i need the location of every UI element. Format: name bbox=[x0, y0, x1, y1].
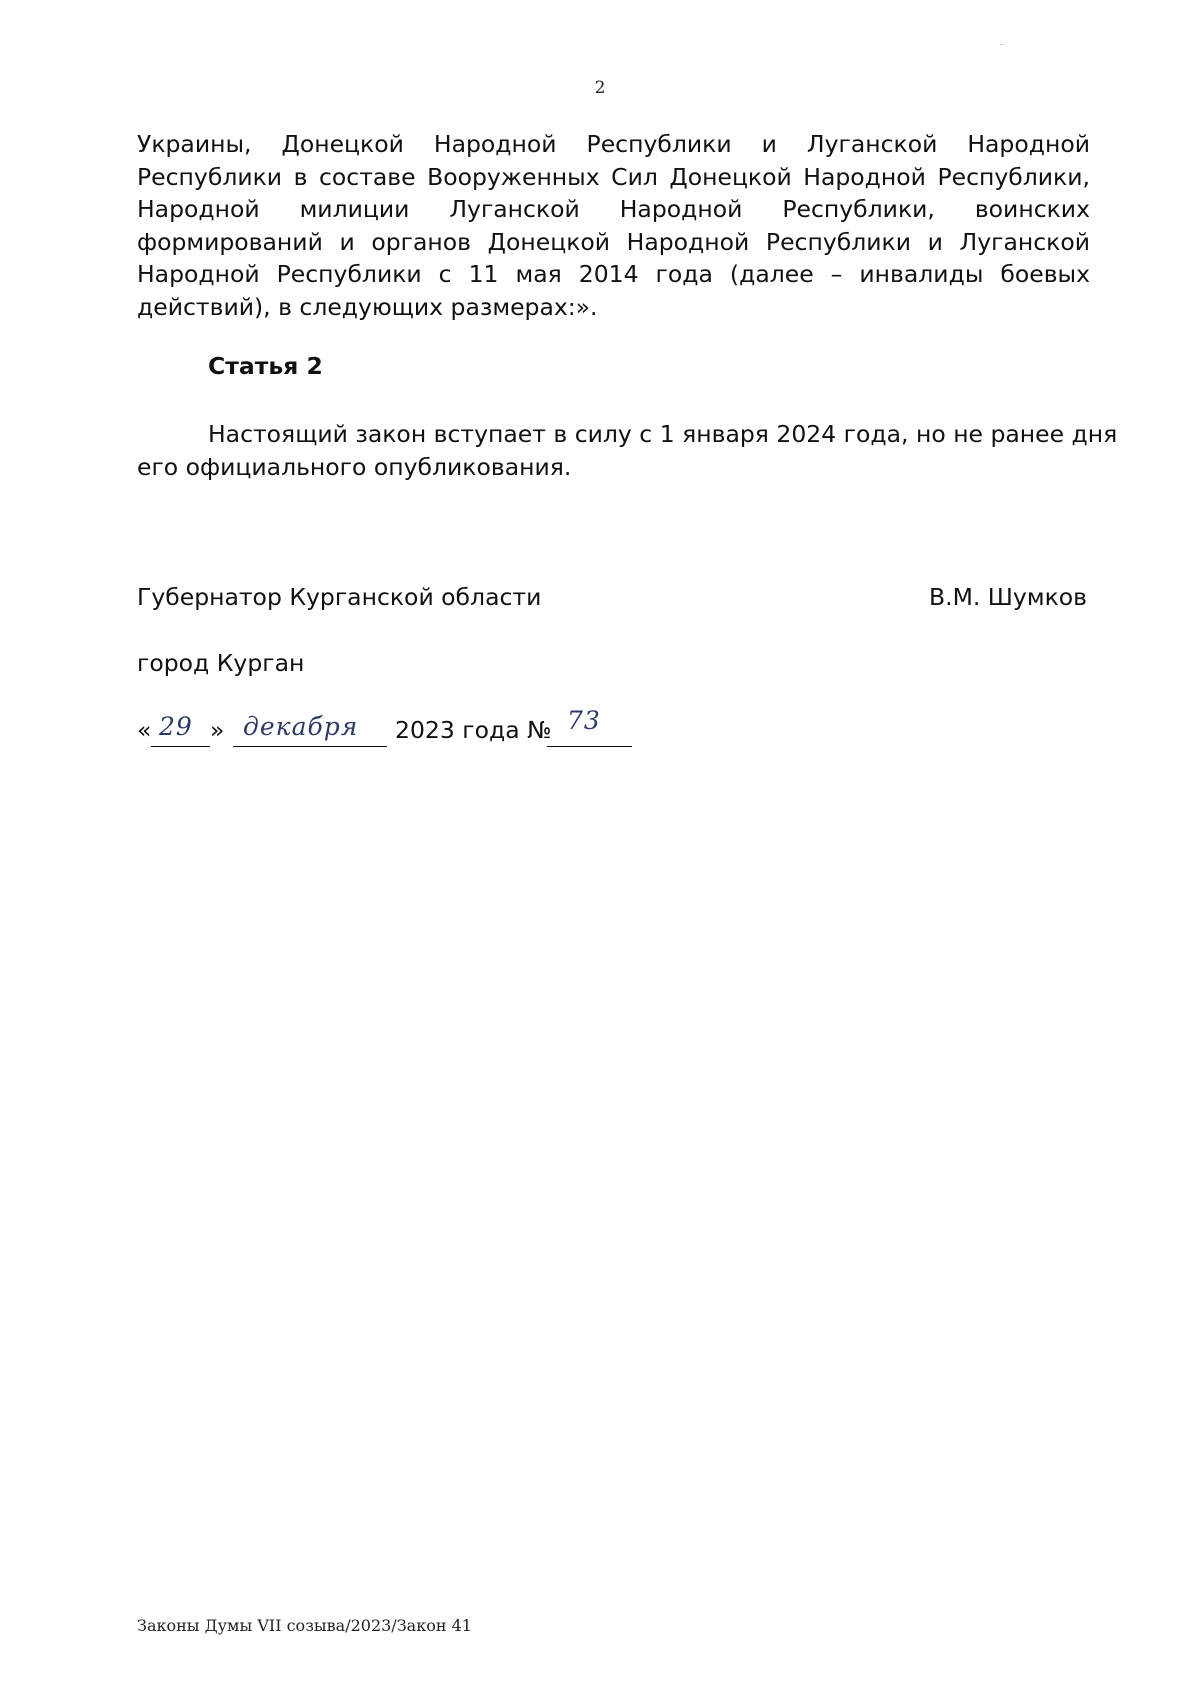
paragraph-line: Республики в составе Вооруженных Сил Донецкой Народной Республики, bbox=[137, 162, 1090, 191]
scan-artifact bbox=[1000, 44, 1004, 45]
paragraph-line bbox=[137, 418, 1118, 451]
city-line: город Курган bbox=[137, 649, 305, 677]
paragraph-line: Народной Республики с 11 мая 2014 года (далее – инвалиды боевых bbox=[137, 260, 1090, 289]
page-number: 2 bbox=[594, 78, 606, 98]
paragraph-continuation bbox=[137, 128, 1090, 324]
paragraph-line: его официального опубликования. bbox=[137, 452, 572, 481]
paragraph-line-text: Настоящий закон вступает в силу с 1 января 2024 года, но не ранее дня bbox=[208, 420, 1118, 448]
article-heading: Статья 2 bbox=[208, 352, 323, 380]
handwritten-number: 73 bbox=[567, 706, 601, 735]
paragraph-line: Украины, Донецкой Народной Республики и Луганской Народной bbox=[137, 130, 1090, 158]
article-2-paragraph bbox=[137, 418, 1118, 483]
paragraph-line: Народной милиции Луганской Народной Республики, воинских bbox=[137, 195, 1090, 224]
document-footer: Законы Думы VII созыва/2023/Закон 41 bbox=[137, 1616, 472, 1635]
open-quote: « bbox=[137, 716, 152, 744]
signature-block bbox=[137, 583, 1087, 617]
handwritten-month: декабря bbox=[243, 712, 359, 741]
close-quote: » bbox=[210, 716, 225, 744]
signatory-title: Губернатор Курганской области bbox=[137, 583, 542, 611]
paragraph-line: действий), в следующих размерах:». bbox=[137, 292, 598, 321]
signatory-name: В.М. Шумков bbox=[929, 583, 1087, 611]
paragraph-line: формирований и органов Донецкой Народной Республики и Луганской bbox=[137, 227, 1090, 256]
handwritten-day: 29 bbox=[159, 712, 193, 741]
year-number-label: 2023 года № bbox=[395, 716, 552, 744]
